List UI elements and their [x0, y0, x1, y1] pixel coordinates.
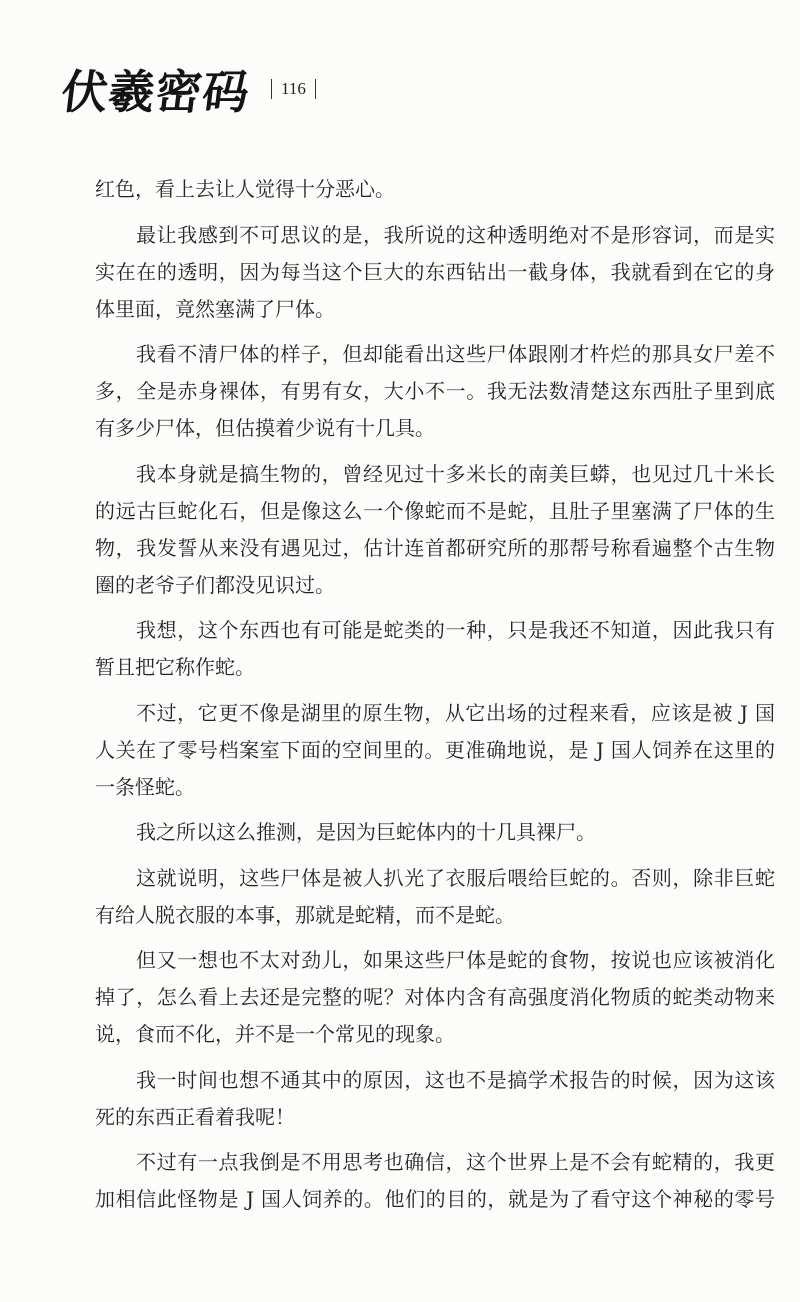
text-line: 不过有一点我倒是不用思考也确信，这个世界上是不会有蛇精的，我更 — [136, 1150, 775, 1174]
text-line: 掉了，怎么看上去还是完整的呢？对体内含有高强度消化物质的蛇类动物来 — [95, 985, 775, 1009]
text-line: 实在在的透明，因为每当这个巨大的东西钻出一截身体，我就看到在它的身 — [95, 259, 775, 284]
text-line: 物，我发誓从来没有遇见过，估计连首都研究所的那帮号称看遍整个古生物 — [95, 535, 775, 560]
text-line: 我之所以这么推测，是因为巨蛇体内的十几具裸尸。 — [136, 820, 596, 844]
paragraph — [95, 612, 775, 686]
text-line: 体里面，竟然塞满了尸体。 — [95, 296, 335, 321]
lead-fragment-line: 红色，看上去让人觉得十分恶心。 — [95, 177, 395, 201]
text-line: 死的东西正看着我呢！ — [95, 1104, 295, 1129]
text-line: 加相信此怪物是 J 国人饲养的。他们的目的，就是为了看守这个神秘的零号 — [95, 1187, 775, 1211]
text-line: 人关在了零号档案室下面的空间里的。更准确地说，是 J 国人饲养在这里的 — [95, 737, 775, 762]
paragraph — [95, 695, 775, 806]
text-line: 的远古巨蛇化石，但是像这么一个像蛇而不是蛇，且肚子里塞满了尸体的生 — [95, 498, 775, 523]
paragraph — [95, 942, 775, 1053]
text-line: 我一时间也想不通其中的原因，这也不是搞学术报告的时候，因为这该 — [136, 1067, 775, 1092]
paragraph — [95, 1144, 775, 1218]
text-line: 但又一想也不太对劲儿，如果这些尸体是蛇的食物，按说也应该被消化 — [136, 948, 775, 972]
paragraph — [95, 217, 775, 328]
paragraph — [95, 456, 775, 604]
paragraph — [95, 336, 775, 447]
text-line: 我想，这个东西也有可能是蛇类的一种，只是我还不知道，因此我只有 — [136, 618, 775, 642]
text-line: 这就说明，这些尸体是被人扒光了衣服后喂给巨蛇的。否则，除非巨蛇 — [136, 865, 775, 890]
text-line: 不过，它更不像是湖里的原生物，从它出场的过程来看，应该是被 J 国 — [136, 700, 775, 725]
body-text — [95, 171, 775, 1218]
paragraph — [95, 814, 775, 851]
text-line: 我本身就是搞生物的，曾经见过十多米长的南美巨蟒，也见过几十米长 — [136, 461, 775, 486]
text-line: 有给人脱衣服的本事，那就是蛇精，而不是蛇。 — [95, 902, 515, 927]
text-line: 圈的老爷子们都没见识过。 — [95, 572, 335, 597]
book-title: 伏羲密码 — [58, 65, 253, 119]
text-line: 我看不清尸体的样子，但却能看出这些尸体跟刚才杵烂的那具女尸差不 — [136, 342, 775, 366]
text-line: 一条怪蛇。 — [95, 774, 195, 799]
text-line: 说，食而不化，并不是一个常见的现象。 — [95, 1022, 455, 1046]
text-line: 最让我感到不可思议的是，我所说的这种透明绝对不是形容词，而是实 — [136, 222, 775, 247]
text-line: 有多少尸体，但估摸着少说有十几具。 — [95, 416, 435, 440]
text-line: 多，全是赤身裸体，有男有女，大小不一。我无法数清楚这东西肚子里到底 — [95, 379, 775, 403]
paragraph — [95, 1062, 775, 1136]
paragraph — [95, 860, 775, 934]
page-number: 116 — [271, 79, 316, 99]
text-line: 暂且把它称作蛇。 — [95, 655, 255, 679]
